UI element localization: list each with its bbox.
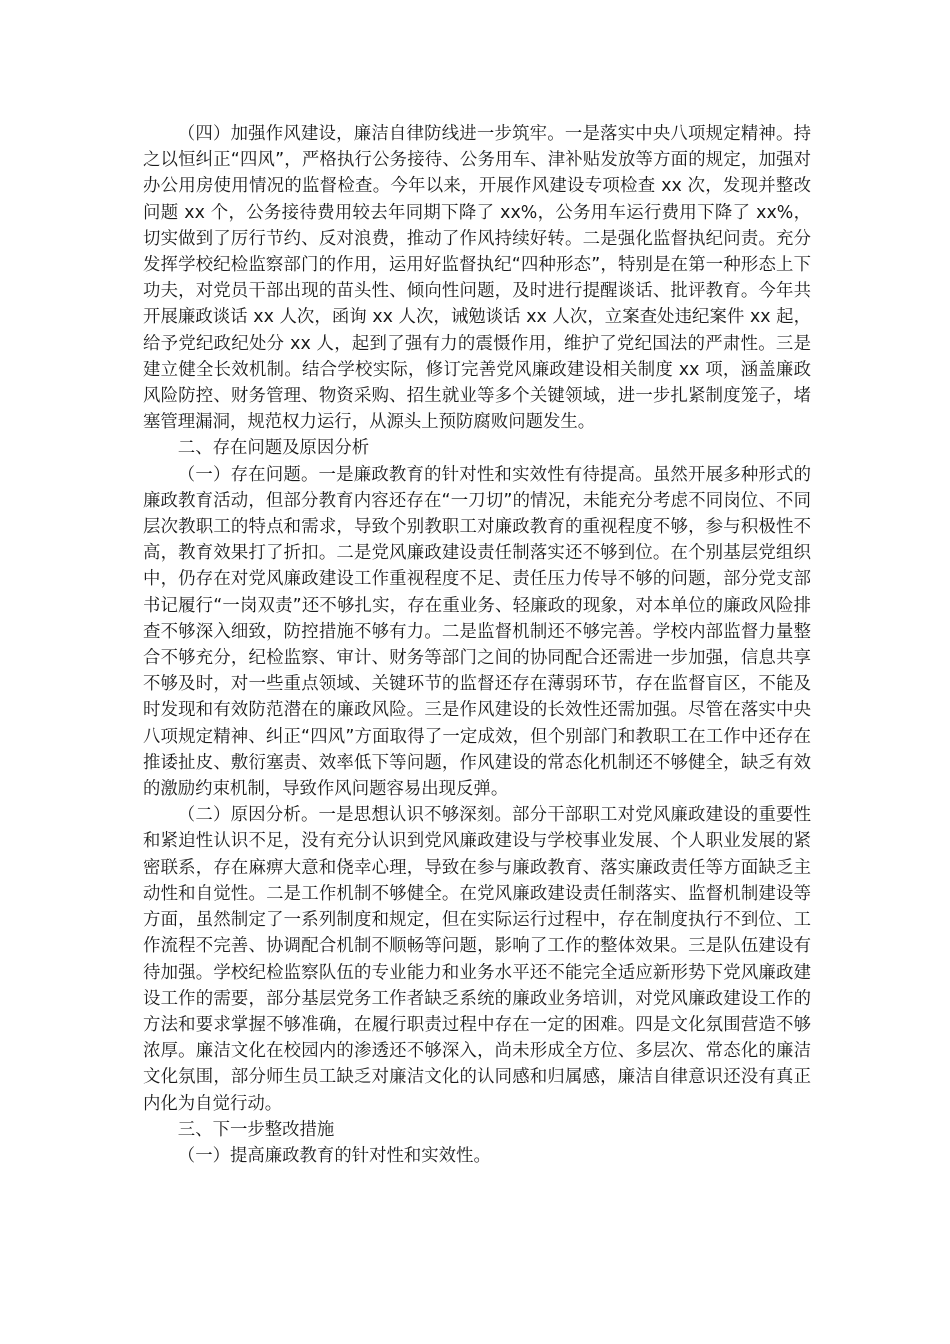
paragraph-existing-problems: （一）存在问题。一是廉政教育的针对性和实效性有待提高。虽然开展多种形式的廉政教育活动，但部分教育内容还存在“一刀切”的情况，未能充分考虑不同岗位、不同层次教职工的特点和需求，导致个别教职工对廉政教育的重视程度不够，参与积极性不高，教育效果打了折扣。二是党风廉政建设责任制落实还不够到位。在个别基层党组织中，仍存在对党风廉政建设工作重视程度不足、责任压力传导不够的问题，部分党支部书记履行“一岗双责”还不够扎实，存在重业务、轻廉政的现象，对本单位的廉政风险排查不够深入细致，防控措施不够有力。二是监督机制还不够完善。学校内部监督力量整合不够充分，纪检监察、审计、财务等部门之间的协同配合还需进一步加强，信息共享不够及时，对一些重点领域、关键环节的监督还存在薄弱环节，存在监督盲区，不能及时发现和有效防范潜在的廉政风险。三是作风建设的长效性还需加强。尽管在落实中央八项规定精神、纠正“四风”方面取得了一定成效，但个别部门和教职工在工作中还存在推诿扯皮、敷衍塞责、效率低下等问题，作风建设的常态化机制还不够健全，缺乏有效的激励约束机制，导致作风问题容易出现反弹。	[143, 464, 811, 800]
paragraph-strengthen-work-style: （四）加强作风建设，廉洁自律防线进一步筑牢。一是落实中央八项规定精神。持之以恒纠正“四风”，严格执行公务接待、公务用车、津补贴发放等方面的规定，加强对办公用房使用情况的监督检查。今年以来，开展作风建设专项检查 xx 次，发现并整改问题 xx 个，公务接待费用较去年同期下降了 xx%，公务用车运行费用下降了 xx%，切实做到了厉行节约、反对浪费，推动了作风持续好转。二是强化监督执纪问责。充分发挥学校纪检监察部门的作用，运用好监督执纪“四种形态”，特别是在第一种形态上下功夫，对党员干部出现的苗头性、倾向性问题，及时进行提醒谈话、批评教育。今年共开展廉政谈话 xx 人次，函询 xx 人次，诫勉谈话 xx 人次，立案查处违纪案件 xx 起，给予党纪政纪处分 xx 人，起到了强有力的震慑作用，维护了党纪国法的严肃性。三是建立健全长效机制。结合学校实际，修订完善党风廉政建设相关制度 xx 项，涵盖廉政风险防控、财务管理、物资采购、招生就业等多个关键领域，进一步扎紧制度笼子，堵塞管理漏洞，规范权力运行，从源头上预防腐败问题发生。	[143, 124, 811, 433]
document-body	[143, 121, 811, 1169]
section-heading-problems-analysis: 二、存在问题及原因分析	[177, 438, 370, 459]
paragraph-improve-education: （一）提高廉政教育的针对性和实效性。	[177, 1145, 491, 1166]
section-heading-next-steps: 三、下一步整改措施	[177, 1119, 335, 1140]
paragraph-cause-analysis: （二）原因分析。一是思想认识不够深刻。部分干部职工对党风廉政建设的重要性和紧迫性认识不足，没有充分认识到党风廉政建设与学校事业发展、个人职业发展的紧密联系，存在麻痹大意和侥幸心理，导致在参与廉政教育、落实廉政责任等方面缺乏主动性和自觉性。二是工作机制不够健全。在党风廉政建设责任制落实、监督机制建设等方面，虽然制定了一系列制度和规定，但在实际运行过程中，存在制度执行不到位、工作流程不完善、协调配合机制不顺畅等问题，影响了工作的整体效果。三是队伍建设有待加强。学校纪检监察队伍的专业能力和业务水平还不能完全适应新形势下党风廉政建设工作的需要，部分基层党务工作者缺乏系统的廉政业务培训，对党风廉政建设工作的方法和要求掌握不够准确，在履行职责过程中存在一定的困难。四是文化氛围营造不够浓厚。廉洁文化在校园内的渗透还不够深入，尚未形成全方位、多层次、常态化的廉洁文化氛围，部分师生员工缺乏对廉洁文化的认同感和归属感，廉洁自律意识还没有真正内化为自觉行动。	[143, 805, 811, 1114]
